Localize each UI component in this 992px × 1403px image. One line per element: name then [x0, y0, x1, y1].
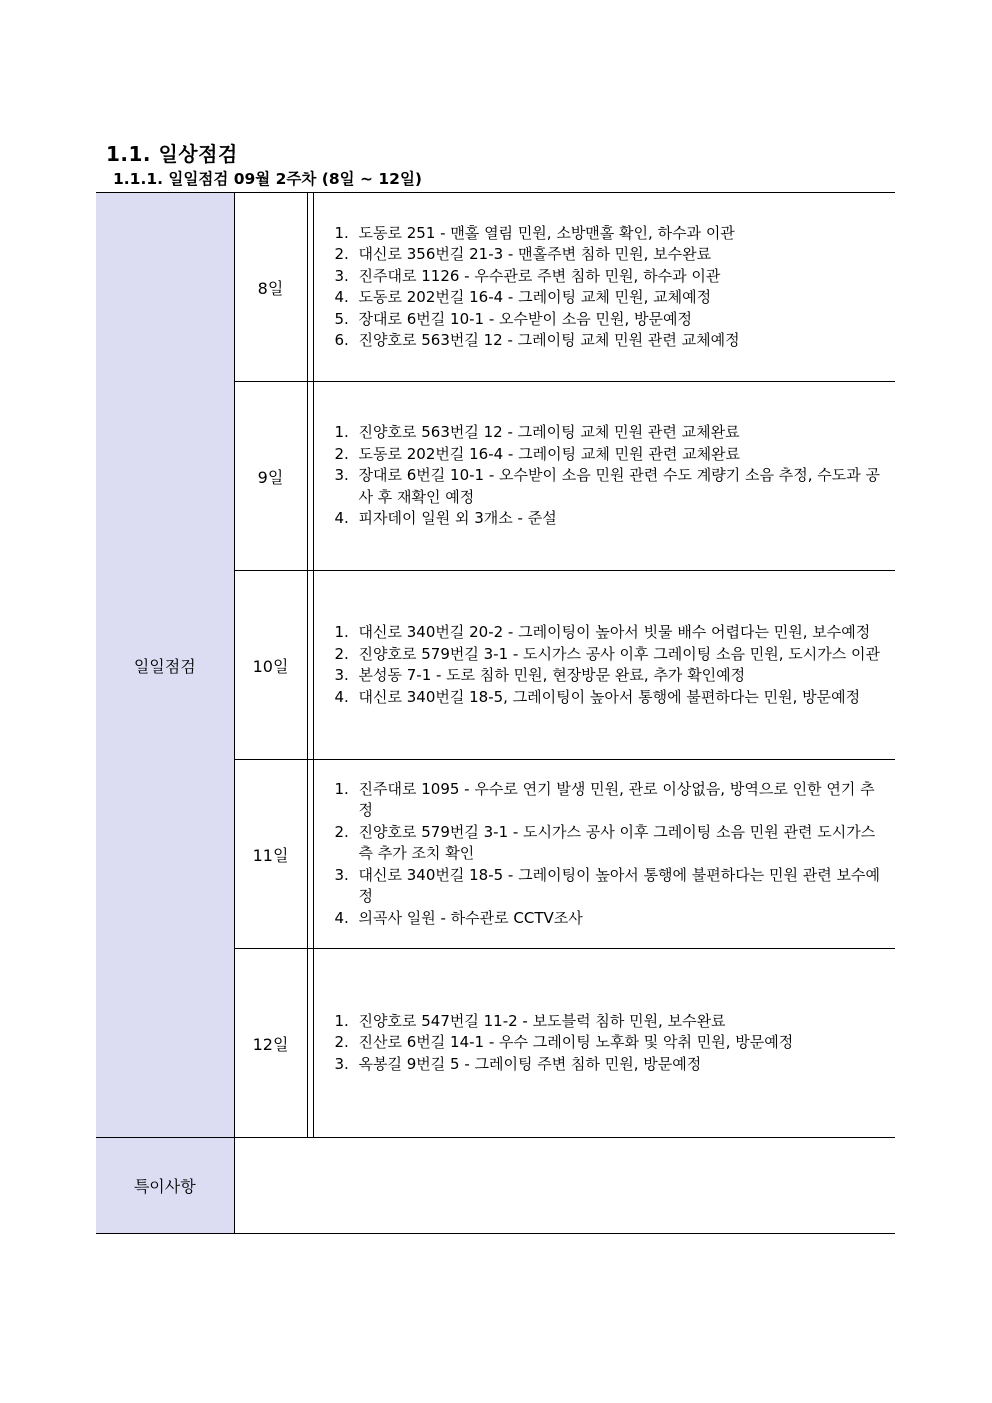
- notes-label: 특이사항: [96, 1138, 234, 1234]
- daily-inspection-body: [96, 193, 895, 1234]
- day-label: 12일: [234, 949, 307, 1138]
- list-item-text: 대신로 356번길 21-3 - 맨홀주변 침하 민원, 보수완료: [358, 245, 712, 263]
- list-item: [335, 665, 888, 687]
- list-item-text: 진주대로 1126 - 우수관로 주변 침하 민원, 하수과 이관: [358, 266, 721, 285]
- day-content: [313, 571, 895, 760]
- list-item: [335, 309, 888, 331]
- inspection-list: [314, 223, 896, 352]
- day-content: [313, 382, 895, 571]
- day-row: [96, 193, 895, 382]
- list-item: [335, 908, 888, 930]
- section-heading: 1.1. 일상점검: [106, 142, 238, 166]
- daily-inspection-table: [96, 192, 895, 1234]
- day-label: 9일: [234, 382, 307, 571]
- list-item: [335, 644, 888, 666]
- list-item-text: 대신로 340번길 18-5 - 그레이팅이 높아서 통행에 불편하다는 민원 관련 보수예정: [358, 865, 880, 906]
- day-content: [313, 760, 895, 949]
- list-item-number: 1.: [334, 1011, 349, 1030]
- list-item-number: 3.: [334, 865, 349, 884]
- list-item-number: 2.: [334, 444, 349, 463]
- notes-row: [96, 1138, 895, 1234]
- list-item: [335, 822, 888, 865]
- list-item-text: 대신로 340번길 20-2 - 그레이팅이 높아서 빗물 배수 어렵다는 민원, 보수예정: [358, 623, 871, 641]
- list-item-text: 진주대로 1095 - 우수로 연기 발생 민원, 관로 이상없음, 방역으로 인한 연기 추정: [358, 779, 875, 820]
- list-item-number: 3.: [334, 666, 349, 684]
- inspection-list: [314, 779, 896, 930]
- list-item-text: 본성동 7-1 - 도로 침하 민원, 현장방문 완료, 추가 확인예정: [358, 666, 746, 684]
- list-item-number: 3.: [334, 266, 349, 285]
- list-item: [335, 687, 888, 709]
- list-item-text: 도동로 251 - 맨홀 열림 민원, 소방맨홀 확인, 하수과 이관: [358, 223, 735, 242]
- list-item-text: 진양호로 563번길 12 - 그레이팅 교체 민원 관련 교체완료: [358, 423, 740, 442]
- list-item: [335, 465, 888, 508]
- section-label: 일일점검: [96, 193, 234, 1138]
- list-item-text: 진양호로 563번길 12 - 그레이팅 교체 민원 관련 교체예정: [358, 331, 740, 349]
- list-item-text: 진양호로 579번길 3-1 - 도시가스 공사 이후 그레이팅 소음 민원 관련 도시가스측 추가 조치 확인: [358, 822, 876, 863]
- day-label: 8일: [234, 193, 307, 382]
- list-item-text: 대신로 340번길 18-5, 그레이팅이 높아서 통행에 불편하다는 민원, 방문예정: [358, 687, 861, 706]
- list-item-number: 1.: [334, 623, 349, 641]
- list-item-text: 도동로 202번길 16-4 - 그레이팅 교체 민원 관련 교체완료: [358, 444, 741, 463]
- list-item: [335, 444, 888, 466]
- list-item-number: 4.: [334, 509, 349, 528]
- day-label: 11일: [234, 760, 307, 949]
- list-item-number: 1.: [334, 423, 349, 442]
- list-item-text: 옥봉길 9번길 5 - 그레이팅 주변 침하 민원, 방문예정: [358, 1054, 702, 1073]
- list-item-text: 진양호로 547번길 11-2 - 보도블럭 침하 민원, 보수완료: [358, 1011, 726, 1030]
- day-content: [313, 949, 895, 1138]
- list-item-text: 장대로 6번길 10-1 - 오수받이 소음 민원 관련 수도 계량기 소음 추정, 수도과 공사 후 재확인 예정: [358, 466, 880, 506]
- day-label: 10일: [234, 571, 307, 760]
- subsection-heading: 1.1.1. 일일점검 09월 2주차 (8일 ~ 12일): [113, 170, 423, 188]
- list-item-number: 5.: [334, 309, 349, 328]
- list-item-number: 1.: [334, 779, 349, 798]
- list-item-text: 장대로 6번길 10-1 - 오수받이 소음 민원, 방문예정: [358, 309, 692, 328]
- list-item-text: 도동로 202번길 16-4 - 그레이팅 교체 민원, 교체예정: [358, 288, 712, 306]
- list-item-text: 의곡사 일원 - 하수관로 CCTV조사: [358, 908, 583, 927]
- list-item: [335, 508, 888, 530]
- list-item-number: 4.: [334, 687, 349, 706]
- list-item-number: 6.: [334, 331, 349, 349]
- day-content: [313, 193, 895, 382]
- list-item: [335, 266, 888, 288]
- list-item-text: 진산로 6번길 14-1 - 우수 그레이팅 노후화 및 악취 민원, 방문예정: [358, 1033, 794, 1052]
- list-item-number: 2.: [334, 644, 349, 663]
- notes-content: [234, 1138, 895, 1234]
- list-item-number: 2.: [334, 1033, 349, 1052]
- list-item: [335, 330, 888, 352]
- list-item-number: 3.: [334, 1054, 349, 1073]
- list-item: [335, 287, 888, 309]
- list-item: [335, 1011, 888, 1033]
- list-item-number: 4.: [334, 908, 349, 927]
- inspection-list: [314, 422, 896, 530]
- list-item: [335, 1032, 888, 1054]
- list-item: [335, 223, 888, 245]
- list-item-number: 1.: [334, 223, 349, 242]
- list-item: [335, 865, 888, 908]
- list-item: [335, 1054, 888, 1076]
- list-item-number: 4.: [334, 288, 349, 306]
- list-item-number: 2.: [334, 822, 349, 841]
- list-item-text: 진양호로 579번길 3-1 - 도시가스 공사 이후 그레이팅 소음 민원, 도시가스 이관: [358, 644, 880, 663]
- list-item-text: 피자데이 일원 외 3개소 - 준설: [358, 509, 557, 528]
- list-item: [335, 622, 888, 644]
- list-item-number: 3.: [334, 466, 349, 485]
- list-item: [335, 244, 888, 266]
- inspection-list: [314, 622, 896, 708]
- list-item-number: 2.: [334, 245, 349, 263]
- list-item: [335, 779, 888, 822]
- list-item: [335, 422, 888, 444]
- inspection-list: [314, 1011, 896, 1076]
